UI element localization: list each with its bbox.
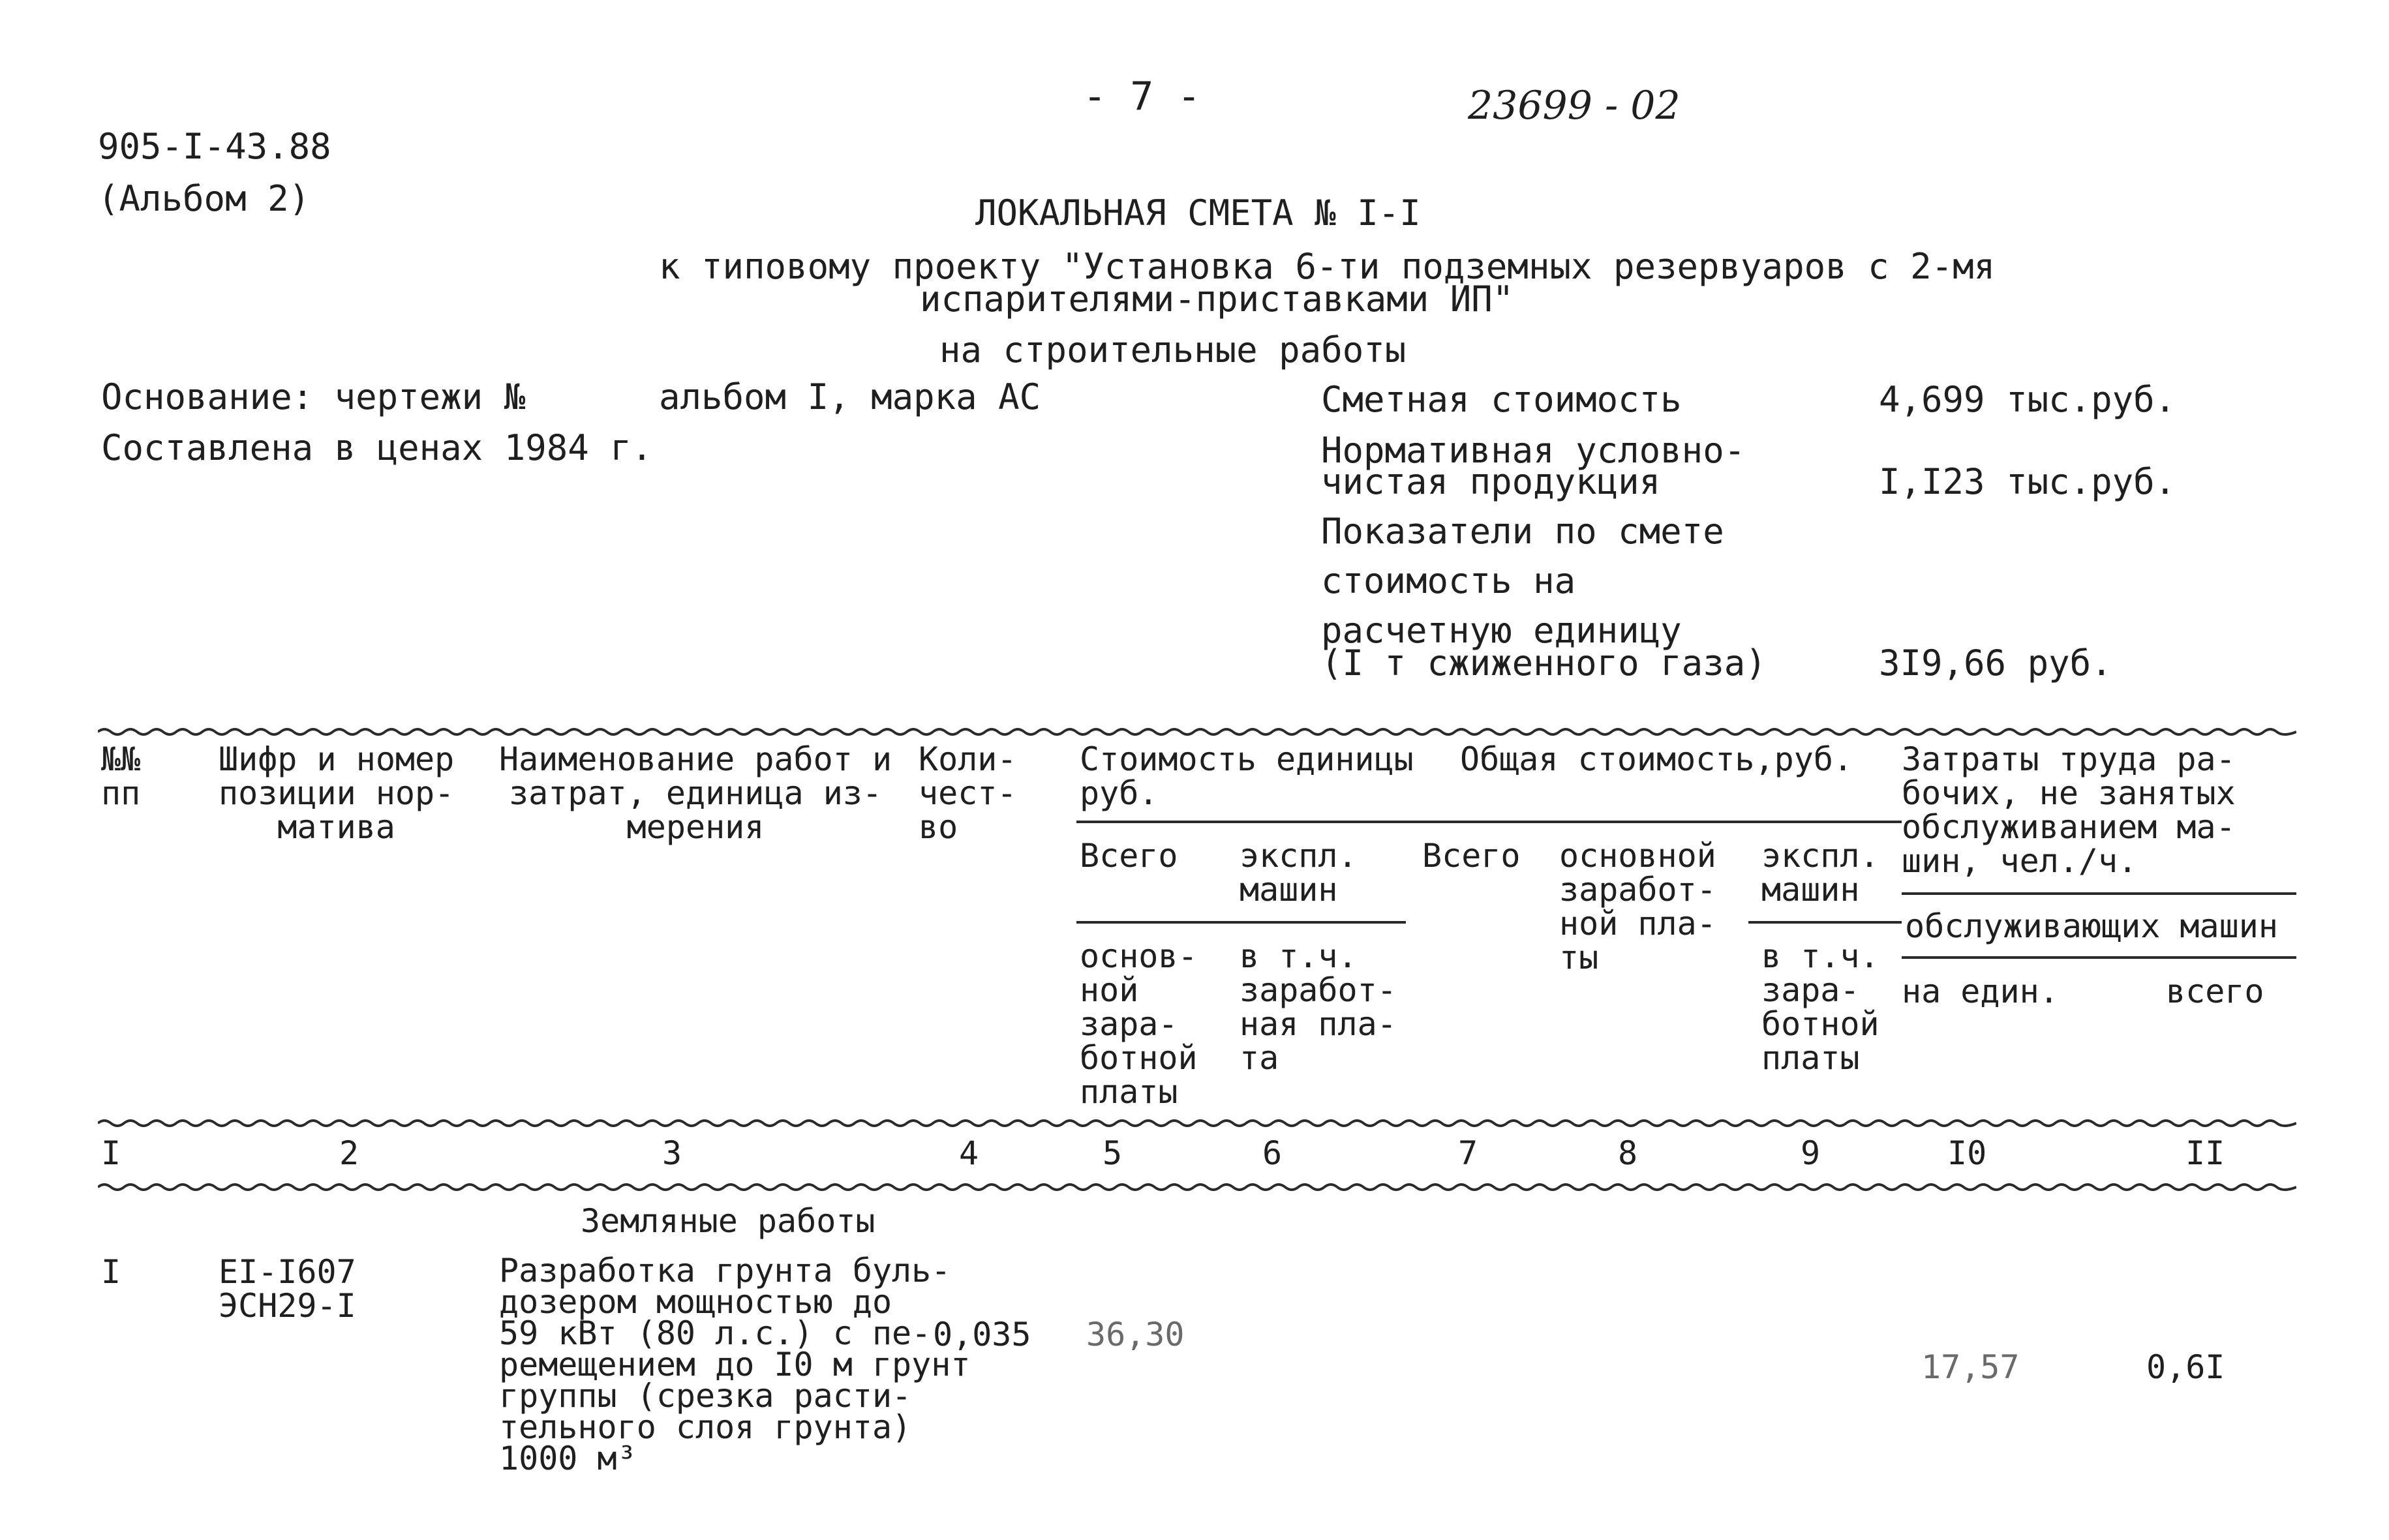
column-number-3: 3 <box>662 1134 682 1172</box>
row-1-labor-total: 0,6I <box>2146 1348 2225 1386</box>
table-top-rule <box>98 724 2296 740</box>
header-unit-machine: экспл. машин <box>1240 837 1358 909</box>
album-label: (Альбом 2) <box>98 178 311 219</box>
subtitle-line-1: к типовому проекту "Установка 6-ти подземных резервуаров с 2-мя <box>659 246 1996 287</box>
unit-cost-value: 3I9,66 руб. <box>1879 642 2112 684</box>
row-1-unit-total: 36,30 <box>1086 1316 1185 1353</box>
column-numbers-top-rule <box>98 1115 2296 1131</box>
document-title: ЛОКАЛЬНАЯ СМЕТА № I-I <box>975 192 1421 234</box>
estimated-cost-value: 4,699 тыс.руб. <box>1879 379 2176 420</box>
header-unit-machine-wage: в т.ч. заработ- ная пла- та <box>1240 937 1397 1077</box>
section-title: Земляные работы <box>581 1202 875 1240</box>
header-row-number: №№ пп <box>101 740 141 812</box>
header-total-machine: экспл. машин <box>1761 837 1879 909</box>
header-norm-code: Шифр и номер позиции нор- матива <box>219 740 455 846</box>
net-product-label-2: чистая продукция <box>1321 461 1661 502</box>
subtitle-line-3: на строительные работы <box>939 329 1407 370</box>
subtitle-line-2: испарителями-приставками ИП" <box>920 279 1514 320</box>
net-product-value: I,I23 тыс.руб. <box>1879 461 2176 502</box>
unit-cost-label-1: стоимость на <box>1321 560 1576 601</box>
column-number-9: 9 <box>1801 1134 1821 1172</box>
header-labor-serving: обслуживающих машин <box>1905 907 2278 945</box>
header-unit-total: Всего <box>1080 837 1178 875</box>
column-number-8: 8 <box>1618 1134 1638 1172</box>
header-total-cost: Общая стоимость,руб. <box>1460 740 1853 778</box>
indicators-label: Показатели по смете <box>1321 511 1724 552</box>
header-work-name: Наименование работ и затрат, единица из- мерения <box>499 740 892 846</box>
row-1-labor-per-unit: 17,57 <box>1921 1348 2020 1386</box>
header-quantity: Коли- чест- во <box>919 740 1017 846</box>
header-labor-costs: Затраты труда ра- бочих, не занятых обслуживанием ма- шин, чел./ч. <box>1902 740 2236 880</box>
column-number-1: I <box>101 1134 121 1172</box>
column-numbers-bottom-rule <box>98 1179 2296 1195</box>
header-total-base-wage: основной заработ- ной пла- ты <box>1559 837 1716 976</box>
page-number: - 7 - <box>1083 74 1201 119</box>
header-unit-cost: Стоимость единицы руб. <box>1080 740 1414 812</box>
column-number-5: 5 <box>1103 1134 1123 1172</box>
row-1-norm-code: EI-I607 ЭСН29-I <box>219 1253 356 1325</box>
column-number-2: 2 <box>339 1134 359 1172</box>
row-1-number: I <box>101 1253 121 1291</box>
machine-wage-inner-rule <box>1748 921 1902 924</box>
basis-label: Основание: чертежи № <box>101 376 526 417</box>
column-number-10: I0 <box>1947 1134 1987 1172</box>
basis-album-mark: альбом I, марка АС <box>659 376 1041 417</box>
header-total-total: Всего <box>1422 837 1521 875</box>
unit-cost-label-2: расчетную единицу <box>1321 610 1682 651</box>
unit-cost-inner-rule <box>1076 921 1406 924</box>
unit-cost-label-3: (I т сжиженного газа) <box>1321 642 1767 684</box>
estimated-cost-label: Сметная стоимость <box>1321 379 1682 420</box>
handwritten-reference: 23699 - 02 <box>1468 83 1681 128</box>
column-number-11: II <box>2185 1134 2225 1172</box>
header-labor-total: всего <box>2166 973 2264 1010</box>
row-1-work-name: Разработка грунта буль- дозером мощностью до 59 кВт (80 л.с.) с пе- ремещением до I0 м грунт группы (срезка расти- тельного слоя грунта) 1000 м³ <box>499 1252 971 1477</box>
unit-cost-subheader-rule <box>1076 821 1902 823</box>
column-number-6: 6 <box>1262 1134 1283 1172</box>
header-labor-per-unit: на един. <box>1902 973 2059 1010</box>
labor-subheader-rule-1 <box>1902 892 2296 895</box>
net-product-label-1: Нормативная условно- <box>1321 430 1746 471</box>
column-number-7: 7 <box>1458 1134 1478 1172</box>
column-number-4: 4 <box>959 1134 979 1172</box>
row-1-quantity: 0,035 <box>933 1316 1031 1353</box>
labor-subheader-rule-2 <box>1902 956 2296 959</box>
prices-year: Составлена в ценах 1984 г. <box>101 427 653 468</box>
header-total-machine-wage: в т.ч. зара- ботной платы <box>1761 937 1879 1077</box>
document-code: 905-I-43.88 <box>98 126 331 167</box>
header-unit-base-wage: основ- ной зара- ботной платы <box>1080 937 1198 1111</box>
